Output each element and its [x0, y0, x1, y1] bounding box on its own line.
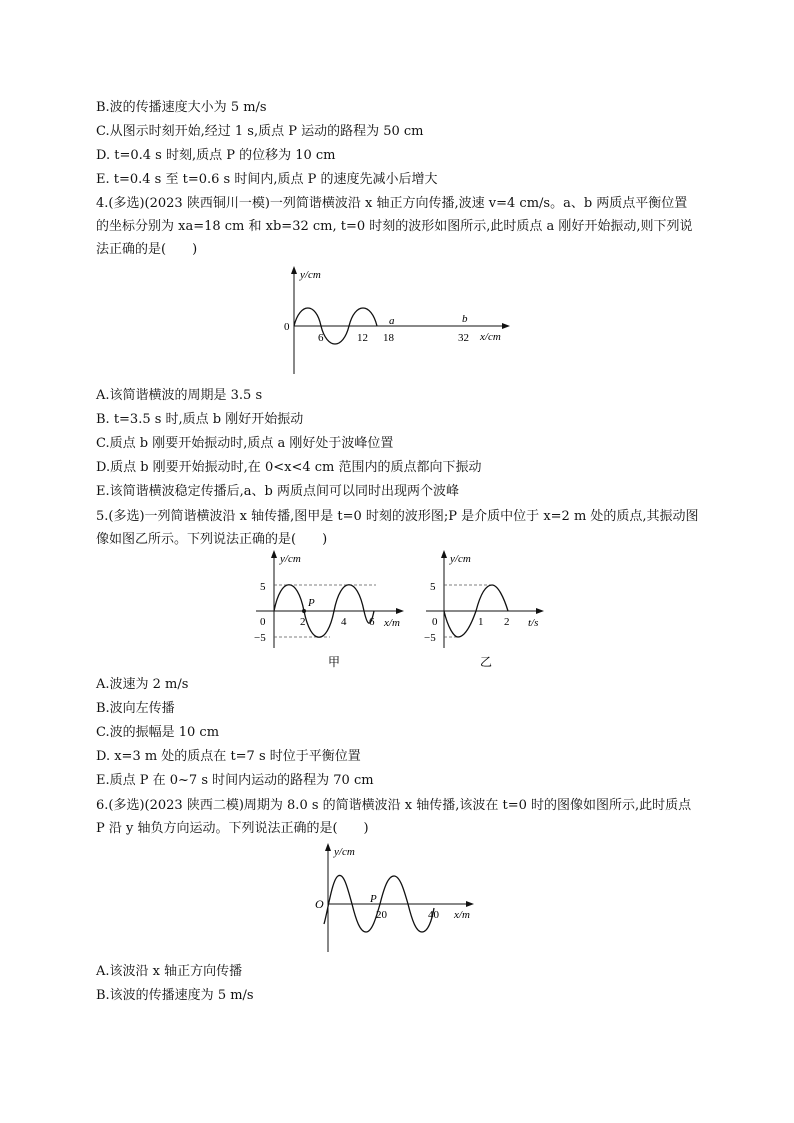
q6-ylabel: y/cm	[334, 846, 355, 858]
option-e-velocity: E. t=0.4 s 至 t=0.6 s 时间内,质点 P 的速度先减小后增大	[96, 172, 438, 187]
q5-option-c: C.波的振幅是 10 cm	[96, 725, 220, 740]
q5-jia-origin: 0	[260, 616, 266, 628]
option-d-displacement: D. t=0.4 s 时刻,质点 P 的位移为 10 cm	[96, 148, 336, 163]
q5-option-a: A.波速为 2 m/s	[96, 677, 189, 692]
q5-jia-x-arrow	[396, 608, 404, 614]
q5-jia-point-p: P	[308, 597, 315, 609]
q4-option-e: E.该简谐横波稳定传播后,a、b 两质点间可以同时出现两个波峰	[96, 484, 459, 499]
q5-yi-caption: 乙	[480, 655, 493, 669]
q5-yi-xtick-1: 1	[478, 616, 484, 628]
q6-xtick-20: 20	[376, 909, 387, 921]
q4-origin: 0	[284, 321, 290, 333]
q5-yi-ylabel: y/cm	[450, 553, 471, 565]
q4-wave-figure	[270, 264, 520, 376]
q5-jia-xtick-6: 6	[369, 616, 375, 628]
q5-yi-origin: 0	[432, 616, 438, 628]
q5-jia-xtick-2: 2	[300, 616, 306, 628]
q4-ylabel: y/cm	[300, 269, 321, 281]
q4-tick-12: 12	[357, 332, 368, 344]
q5-yi-x-arrow	[536, 608, 544, 614]
q5-option-e: E.质点 P 在 0~7 s 时间内运动的路程为 70 cm	[96, 773, 374, 788]
q4-option-b: B. t=3.5 s 时,质点 b 刚好开始振动	[96, 412, 304, 427]
q4-xlabel: x/cm	[480, 331, 501, 343]
q5-option-d: D. x=3 m 处的质点在 t=7 s 时位于平衡位置	[96, 749, 361, 764]
q4-y-arrow	[291, 266, 297, 274]
q6-y-arrow	[325, 843, 331, 851]
q5-jia-ytick-neg5: −5	[254, 632, 266, 644]
q4-option-d: D.质点 b 刚要开始振动时,在 0<x<4 cm 范围内的质点都向下振动	[96, 460, 482, 475]
q5-jia-ytick-5: 5	[260, 581, 266, 593]
q4-x-arrow	[502, 323, 510, 329]
q5-jia-caption: 甲	[328, 655, 341, 669]
q5-stem: 5.(多选)一列简谐横波沿 x 轴传播,图甲是 t=0 时刻的波形图;P 是介质中位于 x=2 m 处的质点,其振动图像如图乙所示。下列说法正确的是( )	[96, 509, 699, 547]
q4-point-b: b	[462, 313, 468, 325]
q5-jia-y-arrow	[271, 550, 277, 558]
q4-stem: 4.(多选)(2023 陕西铜川一模)一列简谐横波沿 x 轴正方向传播,波速 v=4 cm/s。a、b 两质点平衡位置的坐标分别为 xa=18 cm 和 xb=32 cm, t=0 时刻的波形如图所示,此时质点 a 刚好开始振动,则下列说法正确的是( )	[96, 196, 693, 257]
q6-option-b: B.该波的传播速度为 5 m/s	[96, 988, 254, 1003]
q5-yi-xlabel: t/s	[528, 617, 539, 629]
q6-point-p: P	[370, 893, 377, 905]
q6-xlabel: x/m	[454, 909, 470, 921]
q4-point-a: a	[389, 315, 395, 327]
q5-figure-jia	[248, 548, 418, 672]
q6-option-a: A.该波沿 x 轴正方向传播	[96, 964, 243, 979]
q5-yi-y-arrow	[441, 550, 447, 558]
q5-option-b: B.波向左传播	[96, 701, 175, 716]
q5-yi-xtick-2: 2	[504, 616, 510, 628]
q5-jia-xtick-4: 4	[341, 616, 347, 628]
q6-origin: O	[315, 897, 324, 911]
q5-jia-point-dot	[302, 609, 306, 613]
option-c-path: C.从图示时刻开始,经过 1 s,质点 P 运动的路程为 50 cm	[96, 124, 424, 139]
q6-xtick-40: 40	[428, 909, 439, 921]
q4-option-a: A.该简谐横波的周期是 3.5 s	[96, 388, 263, 403]
q5-yi-ytick-neg5: −5	[424, 632, 436, 644]
q5-jia-ylabel: y/cm	[280, 553, 301, 565]
q4-tick-18: 18	[383, 332, 394, 344]
q5-figure-yi	[418, 548, 558, 672]
q4-tick-6: 6	[318, 332, 324, 344]
q5-jia-xlabel: x/m	[384, 617, 400, 629]
q6-wave-figure	[310, 840, 490, 956]
q4-option-c: C.质点 b 刚要开始振动时,质点 a 刚好处于波峰位置	[96, 436, 394, 451]
q6-stem: 6.(多选)(2023 陕西二模)周期为 8.0 s 的简谐横波沿 x 轴传播,该波在 t=0 时的图像如图所示,此时质点 P 沿 y 轴负方向运动。下列说法正确的是( )	[96, 798, 692, 836]
option-b-speed: B.波的传播速度大小为 5 m/s	[96, 100, 267, 115]
q4-tick-32: 32	[458, 332, 469, 344]
q6-x-arrow	[466, 901, 474, 907]
q5-yi-ytick-5: 5	[430, 581, 436, 593]
